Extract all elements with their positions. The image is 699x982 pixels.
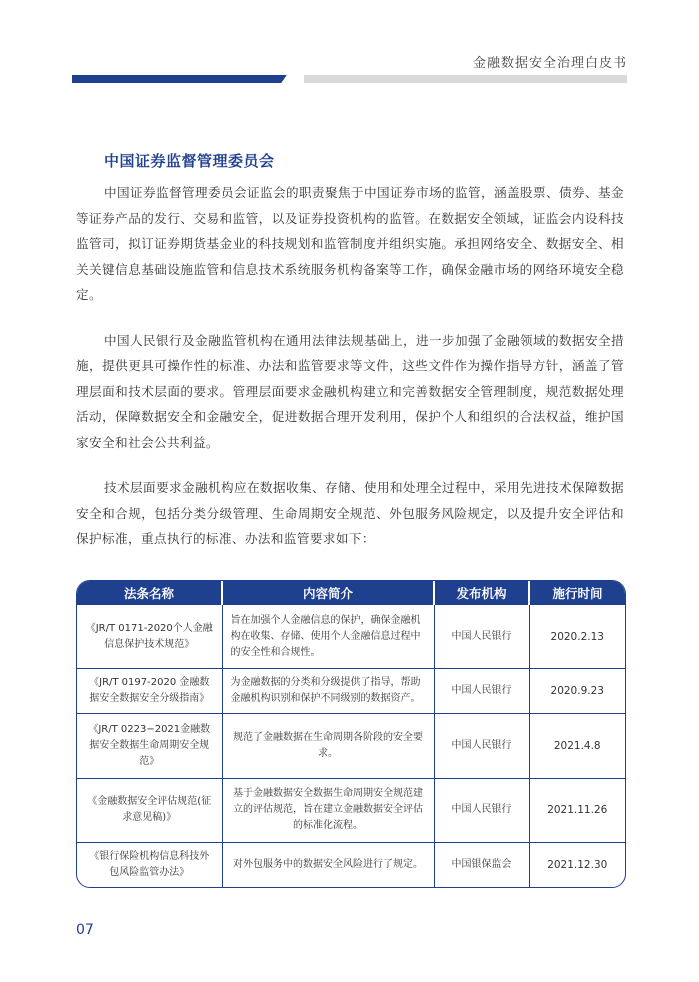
regulation-summary: 基于金融数据安全数据生命周期安全规范建立的评估规范，旨在建立金融数据安全评估的标准化流程。 xyxy=(222,778,434,842)
header-bar-gray xyxy=(304,75,627,83)
main-content xyxy=(76,150,624,572)
regulation-date: 2021.12.30 xyxy=(547,859,608,872)
column-header-summary: 内容简介 xyxy=(222,581,434,605)
regulation-issuer: 中国人民银行 xyxy=(434,605,529,669)
header-bar-blue xyxy=(72,75,290,83)
regulation-issuer: 中国银保监会 xyxy=(434,843,529,887)
regulation-summary: 对外包服务中的数据安全风险进行了规定。 xyxy=(222,843,434,887)
table-row xyxy=(77,778,625,842)
regulations-table xyxy=(76,580,626,888)
section-title: 中国证券监督管理委员会 xyxy=(104,152,275,170)
table-header-row xyxy=(77,581,625,605)
column-header-name: 法条名称 xyxy=(77,581,222,605)
regulation-date: 2021.11.26 xyxy=(529,778,625,842)
regulation-summary: 规范了金融数据在生命周期各阶段的安全要求。 xyxy=(222,714,434,778)
regulation-name: 《JR/T 0223−2021金融数据安全数据生命周期安全规范》 xyxy=(77,714,222,778)
regulation-date: 2020.2.13 xyxy=(529,605,625,669)
regulation-issuer: 中国人民银行 xyxy=(434,714,529,778)
regulation-name: 《JR/T 0197-2020 金融数据安全数据安全分级指南》 xyxy=(77,669,222,714)
column-header-date: 施行时间 xyxy=(529,581,625,605)
header-bar-gap xyxy=(281,75,303,83)
regulation-summary: 旨在加强个人金融信息的保护，确保金融机构在收集、存储、使用个人金融信息过程中的安全性和合规性。 xyxy=(222,605,434,669)
table-row xyxy=(77,843,625,887)
regulation-issuer: 中国人民银行 xyxy=(434,669,529,714)
header-decoration-bar xyxy=(72,75,627,83)
regulation-name: 《JR/T 0171-2020个人金融信息保护技术规范》 xyxy=(77,605,222,669)
paragraph-3: 技术层面要求金融机构应在数据收集、存储、使用和处理全过程中，采用先进技术保障数据安全和合规，包括分类分级管理、生命周期安全规范、外包服务风险规定，以及提升安全评估和保护标准，重点执行的标准、办法和监管要求如下： xyxy=(76,480,624,546)
document-header-title: 金融数据安全治理白皮书 xyxy=(472,56,627,71)
page-number: 07 xyxy=(76,922,94,938)
paragraph-1: 中国证券监督管理委员会证监会的职责聚焦于中国证券市场的监管，涵盖股票、债券、基金等证券产品的发行、交易和监管，以及证券投资机构的监管。在数据安全领域，证监会内设科技监管司，拟订证券期货基金业的科技规划和监管制度并组织实施。承担网络安全、数据安全、相关关键信息基础设施监管和信息技术系统服务机构备案等工作，确保金融市场的网络环境安全稳定。 xyxy=(76,185,624,302)
regulation-name: 《银行保险机构信息科技外包风险监管办法》 xyxy=(77,843,222,887)
table-row xyxy=(77,669,625,714)
column-header-issuer: 发布机构 xyxy=(434,581,529,605)
table-row xyxy=(77,714,625,778)
paragraph-2: 中国人民银行及金融监管机构在通用法律法规基础上，进一步加强了金融领域的数据安全措施，提供更具可操作性的标准、办法和监管要求等文件，这些文件作为操作指导方针，涵盖了管理层面和技术层面的要求。管理层面要求金融机构建立和完善数据安全管理制度，规范数据处理活动，保障数据安全和金融安全，促进数据合理开发利用，保护个人和组织的合法权益，维护国家安全和社会公共利益。 xyxy=(76,332,624,450)
regulation-date: 2021.4.8 xyxy=(529,714,625,778)
table-row xyxy=(77,605,625,669)
regulation-issuer: 中国人民银行 xyxy=(434,778,529,842)
regulation-date: 2020.9.23 xyxy=(529,669,625,714)
regulation-summary: 为金融数据的分类和分级提供了指导，帮助金融机构识别和保护不同级别的数据资产。 xyxy=(222,669,434,714)
regulation-name: 《金融数据安全评估规范(征求意见稿)》 xyxy=(77,778,222,842)
